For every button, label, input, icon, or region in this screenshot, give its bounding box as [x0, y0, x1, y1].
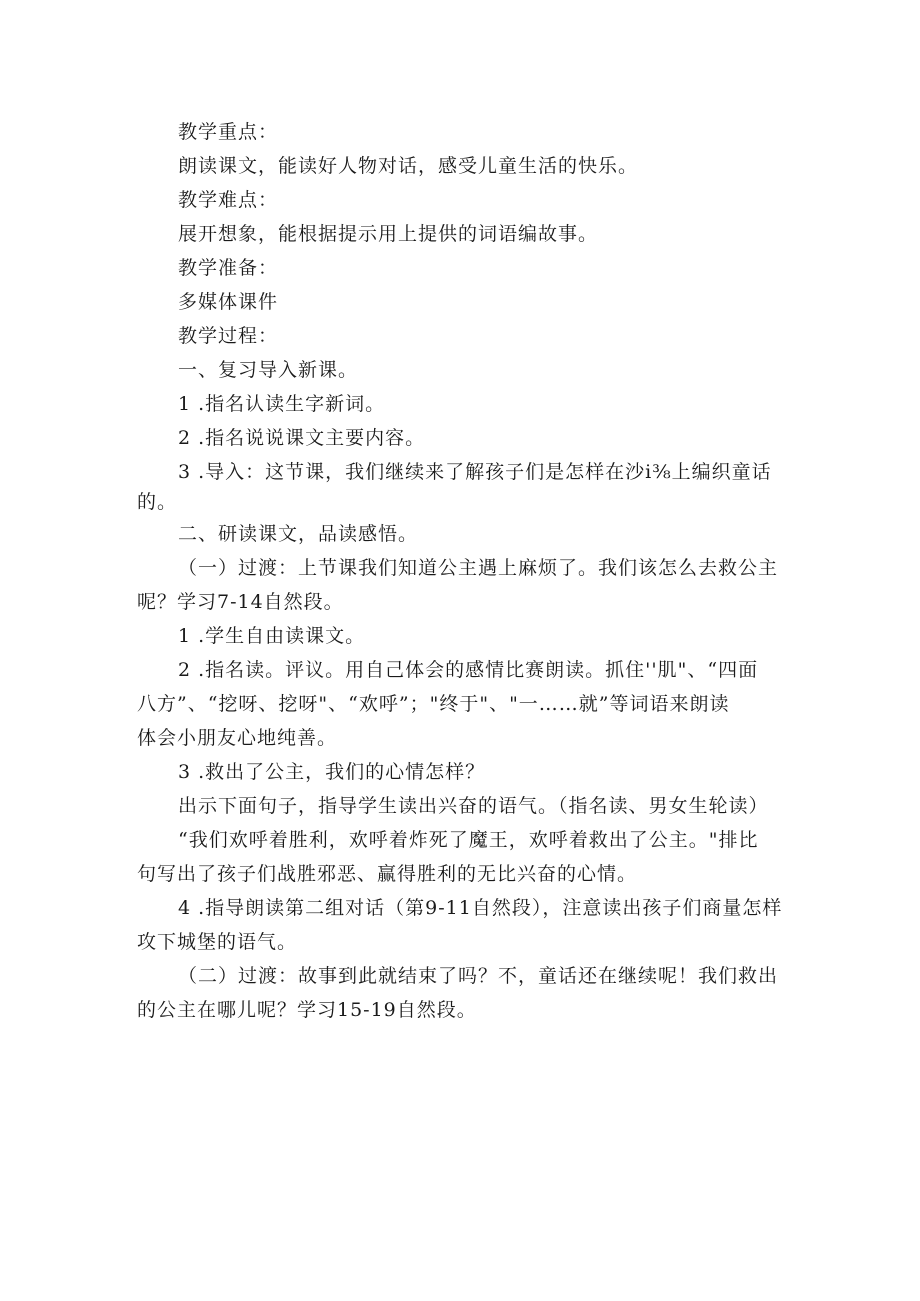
paragraph-line: 的。 [137, 491, 178, 513]
heading-teaching-preparation: 教学准备： [178, 257, 279, 279]
paragraph-line: （二）过渡：故事到此就结束了吗？不，童话还在继续呢！我们救出 [178, 965, 779, 987]
section-heading: 二、研读课文，品读感悟。 [178, 523, 419, 545]
list-item: 1 .学生自由读课文。 [178, 625, 366, 647]
paragraph-line: 体会小朋友心地纯善。 [137, 727, 338, 749]
paragraph-line: 八方”、“挖呀、挖呀"、“欢呼”；"终于"、"一……就”等词语来朗读 [137, 693, 730, 715]
list-item: 4 .指导朗读第二组对话（第9-11自然段），注意读出孩子们商量怎样 [178, 897, 783, 919]
list-item: 3 .救出了公主，我们的心情怎样？ [178, 761, 486, 783]
paragraph-line: 多媒体课件 [178, 291, 279, 313]
paragraph-line: 朗读课文，能读好人物对话，感受儿童生活的快乐。 [178, 155, 639, 177]
paragraph-line: “我们欢呼着胜利，欢呼着炸死了魔王，欢呼着救出了公主。"排比 [178, 829, 759, 851]
heading-teaching-process: 教学过程： [178, 325, 279, 347]
paragraph-line: （一）过渡：上节课我们知道公主遇上麻烦了。我们该怎么去救公主 [178, 557, 779, 579]
paragraph-line: 呢？学习7-14自然段。 [137, 591, 344, 613]
paragraph-line: 出示下面句子，指导学生读出兴奋的语气。（指名读、男女生轮读） [178, 795, 769, 817]
paragraph-line: 展开想象，能根据提示用上提供的词语编故事。 [178, 223, 599, 245]
heading-teaching-focus: 教学重点： [178, 121, 279, 143]
list-item: 3 .导入：这节课，我们继续来了解孩子们是怎样在沙i⅜上编织童话 [178, 461, 772, 483]
section-heading: 一、复习导入新课。 [178, 359, 359, 381]
paragraph-line: 攻下城堡的语气。 [137, 931, 298, 953]
heading-teaching-difficulty: 教学难点： [178, 189, 279, 211]
list-item: 1 .指名认读生字新词。 [178, 393, 386, 415]
list-item: 2 .指名说说课文主要内容。 [178, 427, 426, 449]
list-item: 2 .指名读。评议。用自己体会的感情比赛朗读。抓住''肌"、“四面 [178, 659, 759, 681]
paragraph-line: 的公主在哪儿呢？学习15-19自然段。 [137, 999, 477, 1021]
paragraph-line: 句写出了孩子们战胜邪恶、赢得胜利的无比兴奋的心情。 [137, 863, 638, 885]
